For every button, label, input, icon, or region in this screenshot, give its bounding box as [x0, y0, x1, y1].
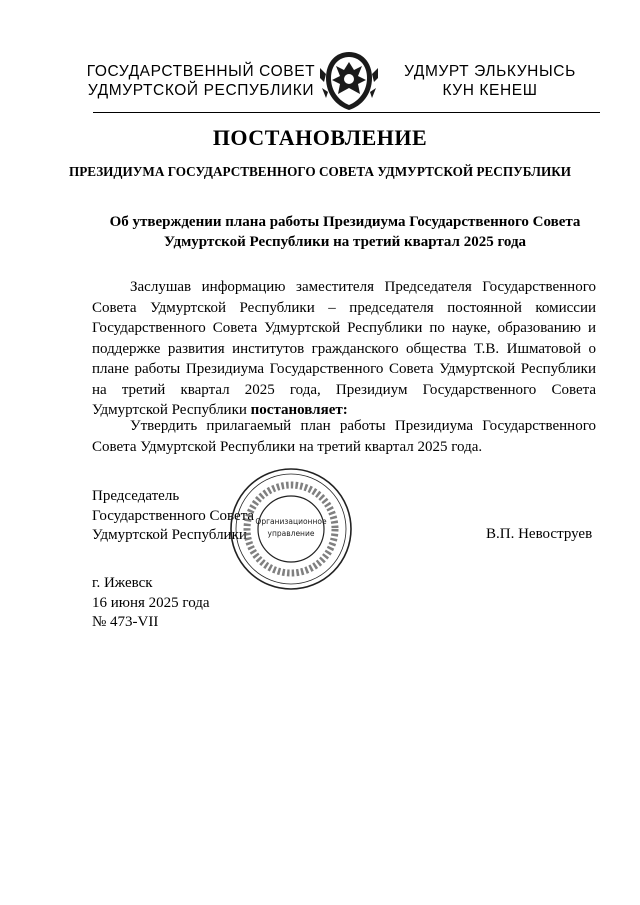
issue-date: 16 июня 2025 года [92, 594, 210, 611]
issue-city: г. Ижевск [92, 575, 153, 591]
signatory-title-line3: Удмуртской Республики [92, 527, 247, 543]
paragraph-text: Удмуртской Республики [92, 402, 251, 418]
document-type-title: ПОСТАНОВЛЕНИЕ [212, 125, 428, 150]
resolution-verb: постановляет: [250, 402, 348, 418]
document-subject [80, 212, 610, 252]
subject-line2: Удмуртской Республики на третий квартал 2025 года [163, 234, 527, 250]
paragraph-line: Совета Удмуртской Республики – председателя постоянной комиссии [92, 299, 596, 316]
paragraph-line: Заслушав информацию заместителя Председателя Государственного [130, 279, 596, 295]
paragraph-line: поддержке развития институтов гражданского общества Т.В. Ишматовой о [92, 340, 596, 357]
org-name-ru-line1: ГОСУДАРСТВЕННЫЙ СОВЕТ [86, 63, 316, 80]
stamp-center-line1: Организационное [255, 517, 327, 526]
body-paragraph-2 [92, 416, 596, 457]
org-name-udmurt [400, 62, 580, 100]
paragraph-line: Утвердить прилагаемый план работы Президиума Государственного [130, 418, 596, 434]
paragraph-line: плане работы Президиума Государственного Совета Удмуртской Республики [92, 361, 596, 377]
signatory-title-line1: Председатель [92, 488, 180, 504]
document-footer [92, 574, 210, 633]
paragraph-line: Государственного Совета Удмуртской Республики по науке, образованию и [92, 320, 596, 336]
signatory-name: В.П. Невоструев [486, 526, 593, 542]
document-issuer: ПРЕЗИДИУМА ГОСУДАРСТВЕННОГО СОВЕТА УДМУРТСКОЙ РЕСПУБЛИКИ [68, 164, 572, 179]
document-number: № 473-VII [92, 614, 159, 630]
official-stamp-icon [228, 466, 354, 592]
subject-line1: Об утверждении плана работы Президиума Государственного Совета [109, 214, 581, 230]
org-name-udm-line1: УДМУРТ ЭЛЬКУНЫСЬ [404, 63, 576, 80]
paragraph-line: на третий квартал 2025 года, Президиум Государственного Совета [92, 381, 596, 398]
signatory-title-line2: Государственного Совета [92, 507, 255, 524]
stamp-center-line2: управление [267, 529, 315, 538]
coat-of-arms-emblem-icon [318, 48, 380, 112]
body-paragraph-1 [92, 277, 596, 421]
org-name-udm-line2: КУН КЕНЕШ [442, 82, 538, 99]
org-name-russian [86, 62, 316, 100]
org-name-ru-line2: УДМУРТСКОЙ РЕСПУБЛИКИ [87, 82, 315, 99]
header-divider [93, 112, 600, 113]
paragraph-line: Совета Удмуртской Республики на третий квартал 2025 года. [92, 438, 483, 455]
